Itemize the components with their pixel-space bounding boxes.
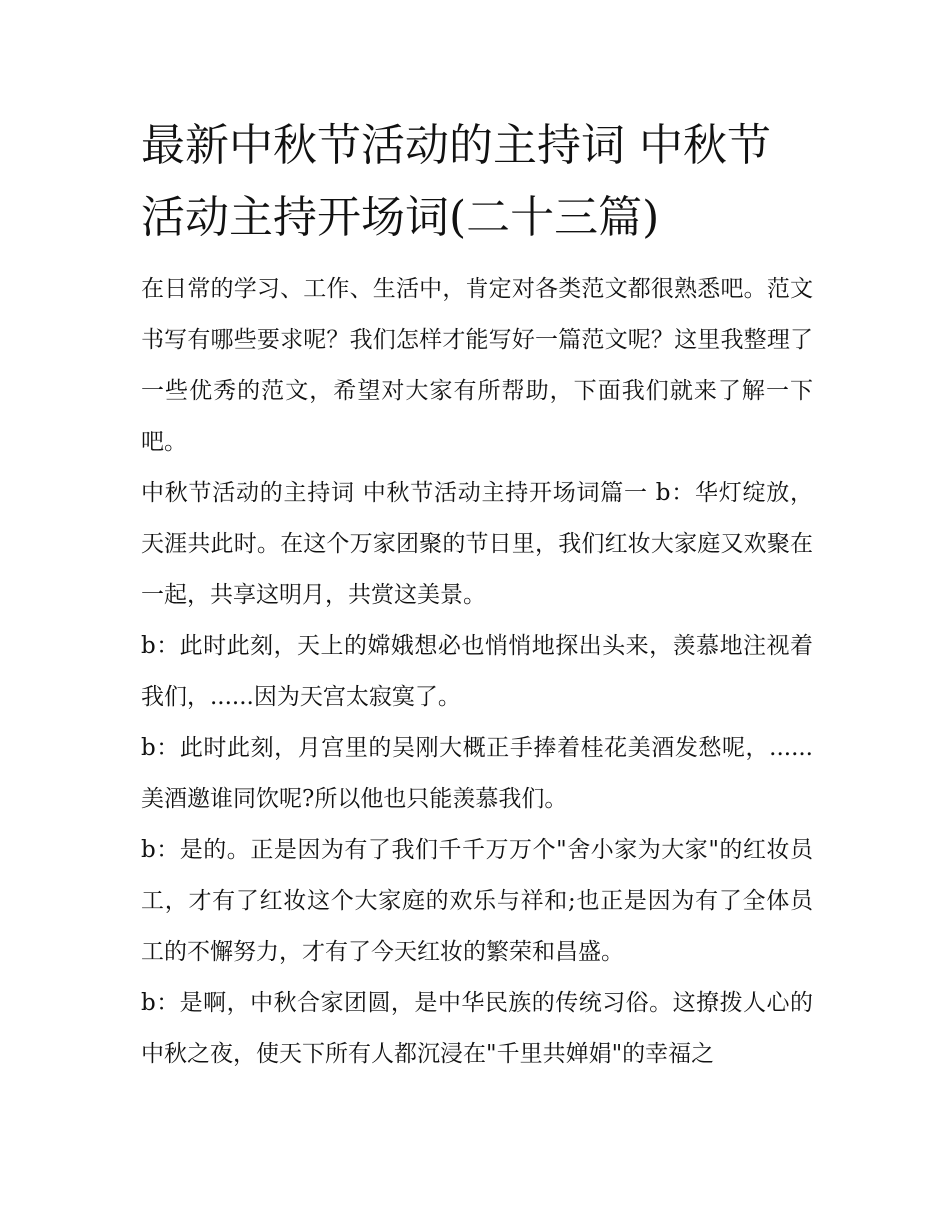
body-paragraph: b：是的。正是因为有了我们千千万万个"舍小家为大家"的红妆员工，才有了红妆这个大家庭的欢乐与祥和;也正是因为有了全体员工的不懈努力，才有了今天红妆的繁荣和昌盛。	[141, 837, 813, 965]
document-body	[141, 110, 813, 1080]
body-paragraph: b：是啊，中秋合家团圆，是中华民族的传统习俗。这撩拨人心的中秋之夜，使天下所有人都沉浸在"千里共婵娟"的幸福之	[141, 990, 813, 1067]
body-paragraph: 中秋节活动的主持词 中秋节活动主持开场词篇一 b：华灯绽放，天涯共此时。在这个万家团聚的节日里，我们红妆大家庭又欢聚在一起，共享这明月，共赏这美景。	[141, 480, 813, 608]
body-paragraph: b：此时此刻，月宫里的吴刚大概正手捧着桂花美酒发愁呢，......美酒邀谁同饮呢?所以他也只能羡慕我们。	[141, 735, 813, 812]
document-title: 最新中秋节活动的主持词 中秋节活动主持开场词(二十三篇)	[141, 120, 771, 243]
intro-paragraph: 在日常的学习、工作、生活中，肯定对各类范文都很熟悉吧。范文书写有哪些要求呢？我们怎样才能写好一篇范文呢？这里我整理了一些优秀的范文，希望对大家有所帮助，下面我们就来了解一下吧。	[141, 276, 813, 455]
body-paragraph: b：此时此刻，天上的嫦娥想必也悄悄地探出头来，羡慕地注视着我们，......因为天宫太寂寞了。	[141, 633, 813, 710]
